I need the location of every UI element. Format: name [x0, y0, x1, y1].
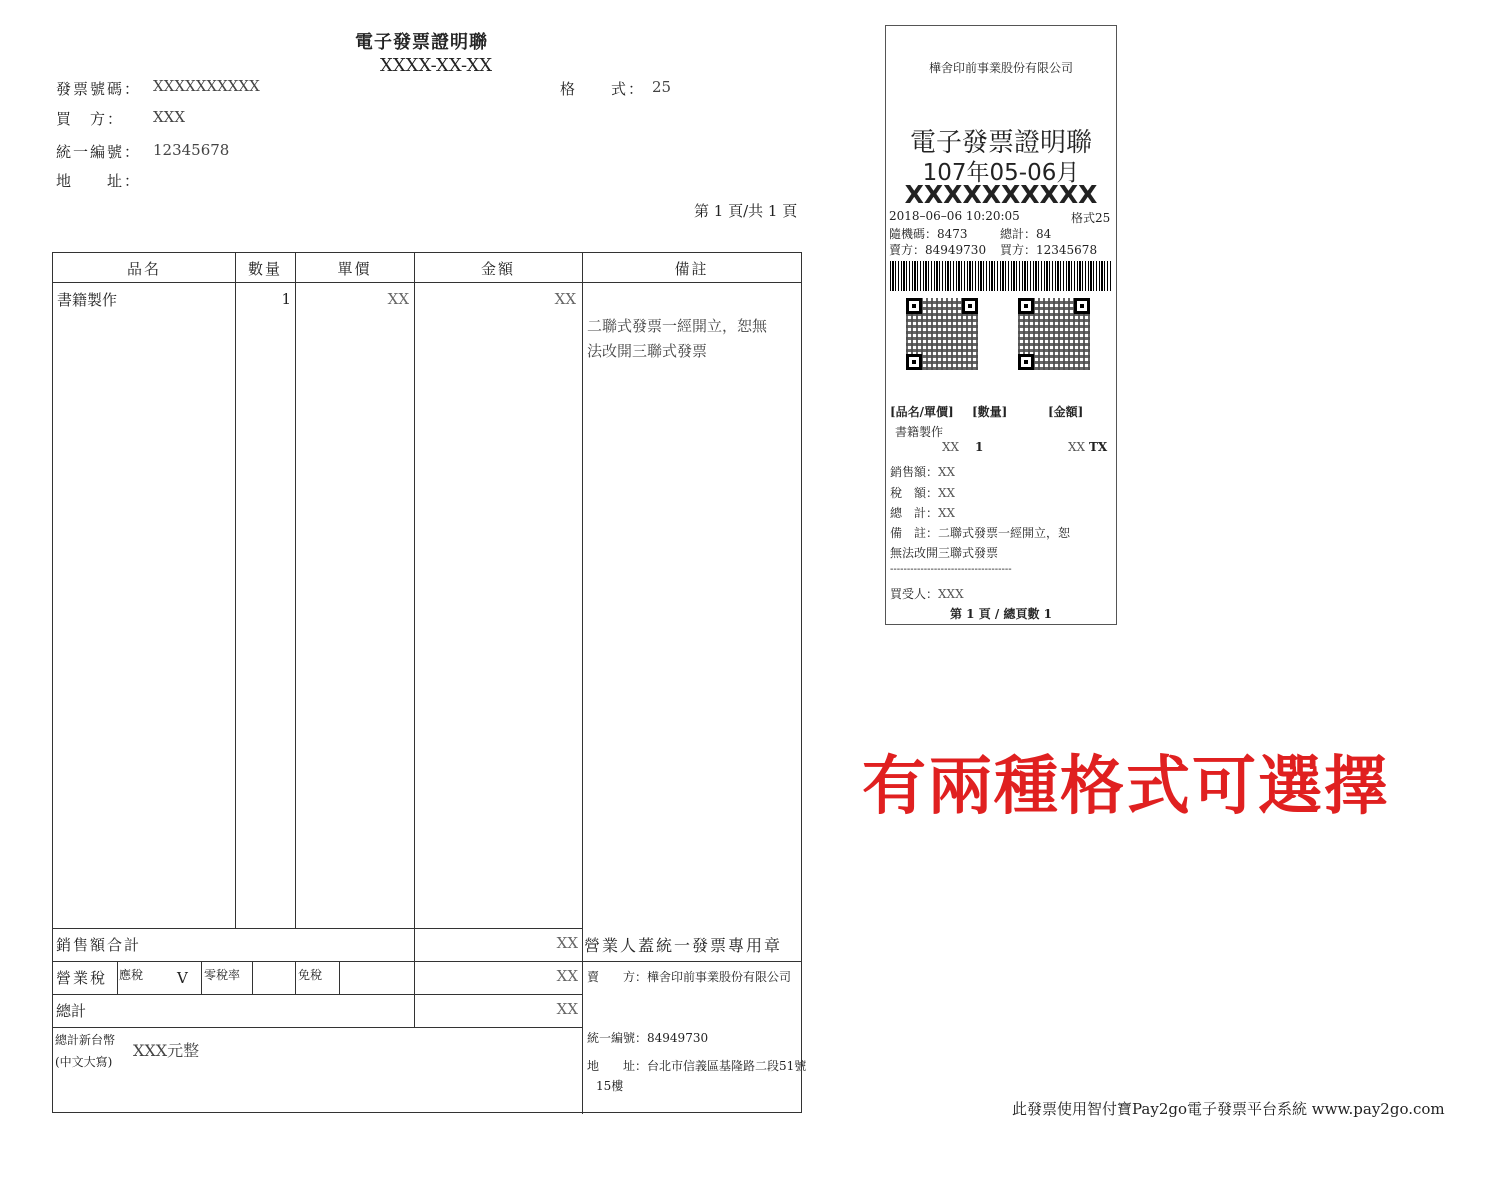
receipt-remark-line-1: 二聯式發票一經開立，恕 [938, 526, 1071, 540]
business-tax-label: 營業稅 [56, 969, 108, 987]
receipt-item-amount: XX [1068, 440, 1086, 454]
receipt-random-code: 隨機碼：8473 [889, 227, 968, 241]
seller-id-label: 統一編號： [587, 1031, 648, 1045]
total-value: XX [556, 1000, 578, 1018]
receipt-buyer-line-bottom [890, 585, 964, 602]
receipt-col-name: [品名/單價] [890, 405, 954, 419]
promo-text: 有兩種格式可選擇 [862, 750, 1390, 824]
seller-id-value: 84949730 [647, 1031, 709, 1045]
receipt-number: XXXXXXXXXX [904, 180, 1098, 209]
receipt-total-label: 總 計： [890, 506, 939, 520]
seller-line [587, 968, 791, 985]
receipt-col-qty: [數量] [972, 405, 1008, 419]
receipt-sales-label: 銷售額： [890, 465, 939, 479]
receipt-remark-line [890, 524, 1070, 541]
ntd-sub-label: (中文大寫) [55, 1055, 113, 1069]
buyer-label: 買 方： [56, 110, 125, 128]
header-quantity: 數量 [247, 260, 282, 278]
receipt-buyer-value: XXX [938, 587, 964, 601]
receipt-item-price: XX [942, 440, 960, 454]
address-label: 地 址： [56, 172, 142, 190]
receipt-item-tax-flag: TX [1089, 440, 1108, 454]
receipt-buyer-label: 買受人： [890, 587, 939, 601]
receipt-company: 樺舍印前事業股份有限公司 [928, 61, 1073, 75]
seller-label: 賣 方： [587, 970, 648, 984]
seal-label: 營業人蓋統一發票專用章 [584, 936, 783, 955]
sales-total-label: 銷售額合計 [56, 936, 142, 954]
receipt-title: 電子發票證明聯 [909, 128, 1092, 158]
receipt-total-value: XX [938, 506, 956, 520]
seller-address-label: 地 址： [587, 1059, 648, 1073]
invoice-title: 電子發票證明聯 [355, 32, 488, 53]
qr-code-left [906, 298, 978, 370]
receipt-item-name: 書籍製作 [895, 425, 944, 439]
header-unit-price: 單價 [337, 260, 372, 278]
seller-value: 樺舍印前事業股份有限公司 [647, 970, 792, 984]
receipt-sales-value: XX [938, 465, 956, 479]
receipt-period: 107年05-06月 [922, 160, 1080, 186]
seller-address-line-2: 15樓 [596, 1079, 624, 1093]
invoice-table [52, 252, 807, 1113]
invoice-period: XXXX-XX-XX [380, 55, 493, 76]
receipt-page-label: 第 1 頁 / 總頁數 1 [950, 607, 1052, 621]
tax-id-value: 12345678 [153, 141, 230, 159]
receipt-tax-value: XX [938, 486, 956, 500]
remark-line-1: 二聯式發票一經開立，恕無 [587, 317, 768, 335]
taxable-mark: V [177, 969, 188, 987]
receipt-tax-line [890, 484, 955, 501]
receipt-total-short: 總計：84 [1000, 227, 1052, 241]
header-remark: 備註 [674, 260, 709, 278]
footer-text: 此發票使用智付寶Pay2go電子發票平台系統 www.pay2go.com [1012, 1100, 1445, 1118]
total-label: 總計 [56, 1002, 87, 1020]
receipt-buyer-line: 買方：12345678 [1000, 243, 1098, 257]
ntd-value: XXX元整 [133, 1041, 200, 1060]
qr-code-right [1018, 298, 1090, 370]
receipt-seller-line: 賣方：84949730 [889, 243, 987, 257]
header-item-name: 品名 [126, 260, 161, 278]
invoice-format-label: 格 式： [560, 80, 646, 98]
receipt-divider: ------------------------------------ [890, 564, 1012, 575]
remark-line-2: 法改開三聯式發票 [587, 342, 708, 360]
buyer-value: XXX [153, 108, 186, 126]
receipt-format: 格式25 [1071, 211, 1111, 225]
sales-total-value: XX [556, 934, 578, 952]
seller-id-line [587, 1029, 708, 1046]
ntd-label: 總計新台幣 [55, 1033, 116, 1047]
receipt-remark-line-2: 無法改開三聯式發票 [890, 546, 999, 560]
tax-value: XX [556, 967, 578, 985]
taxable-label: 應稅 [119, 968, 144, 982]
receipt-tax-label: 稅 額： [890, 486, 939, 500]
zero-rate-label: 零稅率 [204, 968, 241, 982]
page-info: 第 1 頁/共 1 頁 [694, 202, 798, 220]
invoice-number-label: 發票號碼： [56, 80, 142, 98]
barcode [890, 261, 1112, 291]
seller-address-line [587, 1057, 806, 1074]
item-name: 書籍製作 [57, 291, 118, 309]
thermal-receipt [885, 25, 1117, 625]
header-amount: 金額 [480, 260, 515, 278]
receipt-remark-label: 備 註： [890, 526, 939, 540]
invoice-format-value: 25 [652, 78, 672, 96]
receipt-col-amount: [金額] [1048, 405, 1084, 419]
receipt-datetime: 2018–06–06 10:20:05 [889, 209, 1020, 223]
tax-id-label: 統一編號： [56, 143, 142, 161]
seller-address-value: 台北市信義區基隆路二段51號 [647, 1059, 807, 1073]
receipt-total-line [890, 504, 955, 521]
item-quantity: 1 [281, 290, 291, 308]
receipt-item-qty: 1 [975, 440, 984, 454]
receipt-sales-line [890, 463, 955, 480]
item-unit-price: XX [387, 290, 409, 308]
item-amount: XX [554, 290, 576, 308]
exempt-label: 免稅 [298, 968, 323, 982]
invoice-number-value: XXXXXXXXXX [153, 77, 260, 95]
